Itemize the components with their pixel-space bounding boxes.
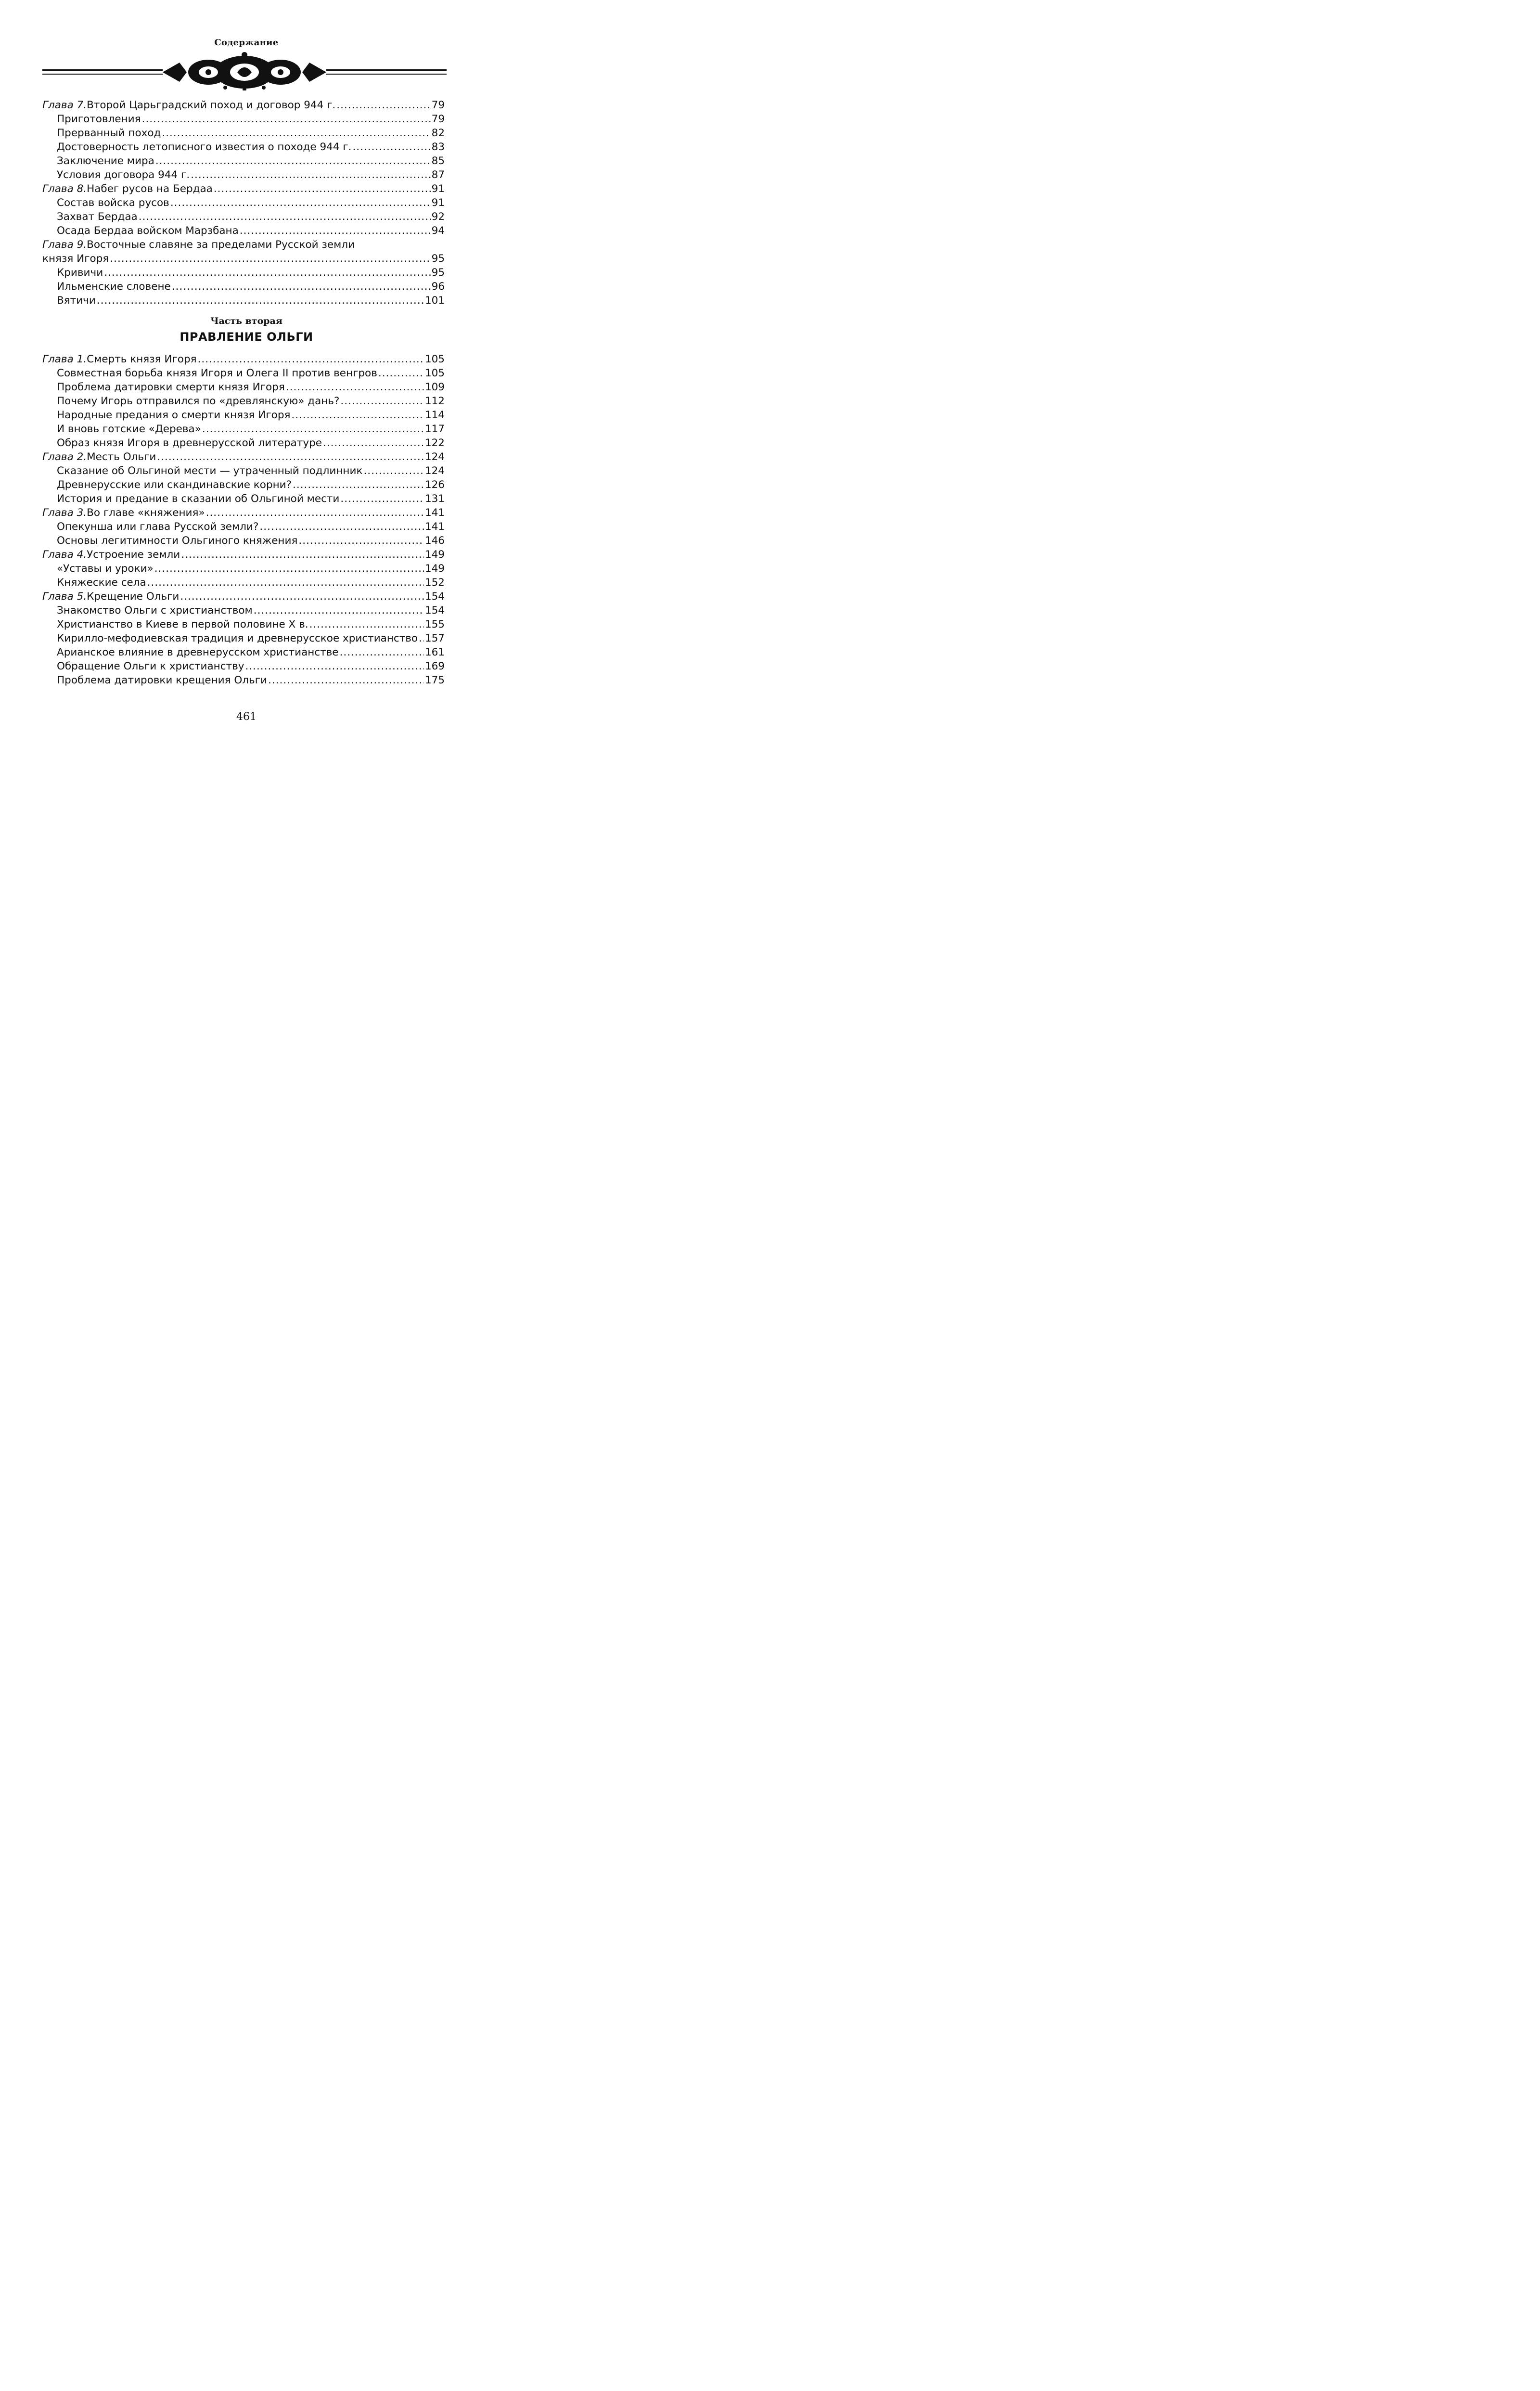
leader-dots [378,366,424,380]
toc-page-number: 114 [424,409,445,421]
toc-chapter-entry [42,238,445,252]
leader-dots [191,168,430,182]
toc-section-entry [42,154,445,168]
leader-dots [139,210,431,224]
chapter-number: Глава 8. [42,183,87,195]
toc-page-number: 79 [431,113,445,125]
toc-section-entry [42,112,445,126]
toc-entry-title: Проблема датировки крещения Ольги [57,674,267,686]
toc-page-number: 117 [424,423,445,435]
toc-page-number: 169 [424,660,445,672]
leader-dots [323,436,424,450]
toc-page-number: 122 [424,437,445,449]
chapter-number: Глава 4. [42,549,87,561]
toc-page-number: 105 [424,353,445,365]
toc-chapter-entry [42,182,445,196]
toc-section-entry [42,673,445,687]
toc-entry-title: князя Игоря [42,253,109,265]
toc-page-number: 95 [431,267,445,279]
toc-section-entry [42,659,445,673]
leader-dots [419,631,424,645]
toc-section-entry [42,464,445,478]
toc-entry-title: Заключение мира [57,155,154,167]
toc-section-entry [42,252,445,266]
leader-dots [298,534,424,548]
toc-page-number: 154 [424,604,445,617]
leader-dots [363,464,424,478]
toc-section-entry [42,436,445,450]
leader-dots [293,478,424,492]
toc-section-entry [42,380,445,394]
toc-entry-title: Приготовления [57,113,141,125]
leader-dots [198,352,424,366]
toc-page-number: 149 [424,549,445,561]
toc-page-number: 85 [431,155,445,167]
toc-section-entry [42,631,445,645]
toc-entry-title: Набег русов на Бердаа [87,183,213,195]
toc-entry-title: Прерванный поход [57,127,161,139]
table-of-contents-part-two [42,352,445,687]
toc-section-entry [42,408,445,422]
toc-section-entry [42,520,445,534]
toc-page-number: 157 [424,632,445,644]
toc-chapter-entry [42,450,445,464]
chapter-number: Глава 7. [42,99,87,111]
toc-section-entry [42,645,445,659]
toc-entry-title: Обращение Ольги к христианству [57,660,244,672]
leader-dots [142,112,431,126]
leader-dots [180,590,424,604]
part-title: ПРАВЛЕНИЕ ОЛЬГИ [180,330,313,344]
page-number: 461 [236,711,257,723]
toc-page-number: 101 [424,295,445,307]
toc-page-number: 149 [424,563,445,575]
chapter-number: Глава 2. [42,451,87,463]
toc-entry-title: Достоверность летописного известия о походе 944 г. [57,141,352,153]
part-subtitle: Часть вторая [210,316,282,326]
toc-entry-title: Осада Бердаа войском Марзбана [57,225,239,237]
leader-dots [181,548,424,562]
toc-entry-title: Во главе «княжения» [87,507,205,519]
leader-dots [240,224,431,238]
toc-page-number: 95 [431,253,445,265]
toc-entry-title: Смерть князя Игоря [87,353,197,365]
leader-dots [340,394,424,408]
leader-dots [214,182,431,196]
toc-section-entry [42,140,445,154]
toc-entry-title: Второй Царьградский поход и договор 944 г. [87,99,336,111]
toc-page-number: 94 [431,225,445,237]
toc-entry-title: Месть Ольги [87,451,156,463]
toc-section-entry [42,394,445,408]
toc-entry-title: Условия договора 944 г. [57,169,190,181]
toc-entry-title: Княжеские села [57,577,146,589]
toc-entry-title: Вятичи [57,295,96,307]
toc-entry-title: Совместная борьба князя Игоря и Олега II против венгров [57,367,377,379]
toc-entry-title: Христианство в Киеве в первой половине X в. [57,618,308,630]
toc-page-number: 131 [424,493,445,505]
leader-dots [170,196,431,210]
leader-dots [268,673,424,687]
page-header-title: Содержание [214,38,279,48]
toc-section-entry [42,366,445,380]
leader-dots [352,140,430,154]
toc-chapter-entry [42,98,445,112]
toc-entry-title: «Уставы и уроки» [57,563,154,575]
toc-section-entry [42,562,445,576]
leader-dots [291,408,424,422]
leader-dots [155,154,431,168]
toc-entry-title: Почему Игорь отправился по «древлянскую» дань? [57,395,340,407]
toc-page-number: 109 [424,381,445,393]
toc-section-entry [42,294,445,308]
leader-dots [104,266,430,280]
leader-dots [259,520,424,534]
leader-dots [110,252,430,266]
leader-dots [162,126,430,140]
toc-chapter-entry [42,548,445,562]
toc-entry-title: Крещение Ольги [87,591,180,603]
toc-page-number: 152 [424,577,445,589]
toc-entry-title: Знакомство Ольги с христианством [57,604,253,617]
toc-entry-title: Арианское влияние в древнерусском христианстве [57,646,339,658]
toc-page-number: 124 [424,465,445,477]
toc-section-entry [42,576,445,590]
toc-page-number: 141 [424,507,445,519]
leader-dots [206,506,424,520]
toc-entry-title: Проблема датировки смерти князя Игоря [57,381,285,393]
toc-page-number: 146 [424,535,445,547]
leader-dots [154,562,424,576]
leader-dots [172,280,431,294]
toc-entry-title: И вновь готские «Дерева» [57,423,201,435]
toc-entry-title: Устроение земли [87,549,180,561]
toc-entry-title: Опекунша или глава Русской земли? [57,521,259,533]
toc-section-entry [42,126,445,140]
toc-page-number: 112 [424,395,445,407]
toc-entry-title: Основы легитимности Ольгиного княжения [57,535,298,547]
toc-page-number: 161 [424,646,445,658]
toc-section-entry [42,617,445,631]
chapter-number: Глава 5. [42,591,87,603]
toc-page-number: 91 [431,183,445,195]
toc-section-entry [42,492,445,506]
toc-section-entry [42,604,445,617]
ornament-divider [42,52,447,90]
toc-entry-title: Кирилло-мефодиевская традиция и древнерусское христианство [57,632,418,644]
toc-page-number: 92 [431,211,445,223]
toc-page-number: 175 [424,674,445,686]
leader-dots [202,422,424,436]
leader-dots [309,617,424,631]
leader-dots [245,659,424,673]
toc-section-entry [42,210,445,224]
toc-section-entry [42,534,445,548]
toc-section-entry [42,478,445,492]
toc-entry-title: Восточные славяне за пределами Русской земли [87,239,355,251]
chapter-number: Глава 9. [42,239,87,251]
toc-section-entry [42,168,445,182]
leader-dots [157,450,424,464]
toc-entry-title: Древнерусские или скандинавские корни? [57,479,292,491]
leader-dots [336,98,430,112]
toc-entry-title: История и предание в сказании об Ольгиной мести [57,493,340,505]
toc-page-number: 124 [424,451,445,463]
toc-section-entry [42,196,445,210]
toc-entry-title: Ильменские словене [57,281,171,293]
chapter-number: Глава 1. [42,353,87,365]
toc-entry-title: Состав войска русов [57,197,169,209]
toc-entry-title: Сказание об Ольгиной мести — утраченный подлинник [57,465,363,477]
toc-entry-title: Образ князя Игоря в древнерусской литературе [57,437,322,449]
toc-chapter-entry [42,352,445,366]
toc-chapter-entry [42,590,445,604]
toc-section-entry [42,280,445,294]
leader-dots [286,380,424,394]
toc-page-number: 126 [424,479,445,491]
toc-page-number: 155 [424,618,445,630]
leader-dots [147,576,424,590]
chapter-number: Глава 3. [42,507,87,519]
toc-entry-title: Народные предания о смерти князя Игоря [57,409,291,421]
leader-dots [254,604,424,617]
leader-dots [340,645,424,659]
toc-page-number: 82 [431,127,445,139]
toc-page-number: 141 [424,521,445,533]
toc-page-number: 79 [431,99,445,111]
table-of-contents-part-one [42,98,445,308]
toc-chapter-entry [42,506,445,520]
toc-page-number: 91 [431,197,445,209]
toc-entry-title: Захват Бердаа [57,211,138,223]
toc-section-entry [42,266,445,280]
toc-page-number: 154 [424,591,445,603]
toc-page-number: 83 [431,141,445,153]
leader-dots [97,294,424,308]
toc-page-number: 96 [431,281,445,293]
toc-section-entry [42,422,445,436]
toc-page-number: 105 [424,367,445,379]
toc-entry-title: Кривичи [57,267,103,279]
toc-page-number: 87 [431,169,445,181]
leader-dots [340,492,424,506]
toc-section-entry [42,224,445,238]
